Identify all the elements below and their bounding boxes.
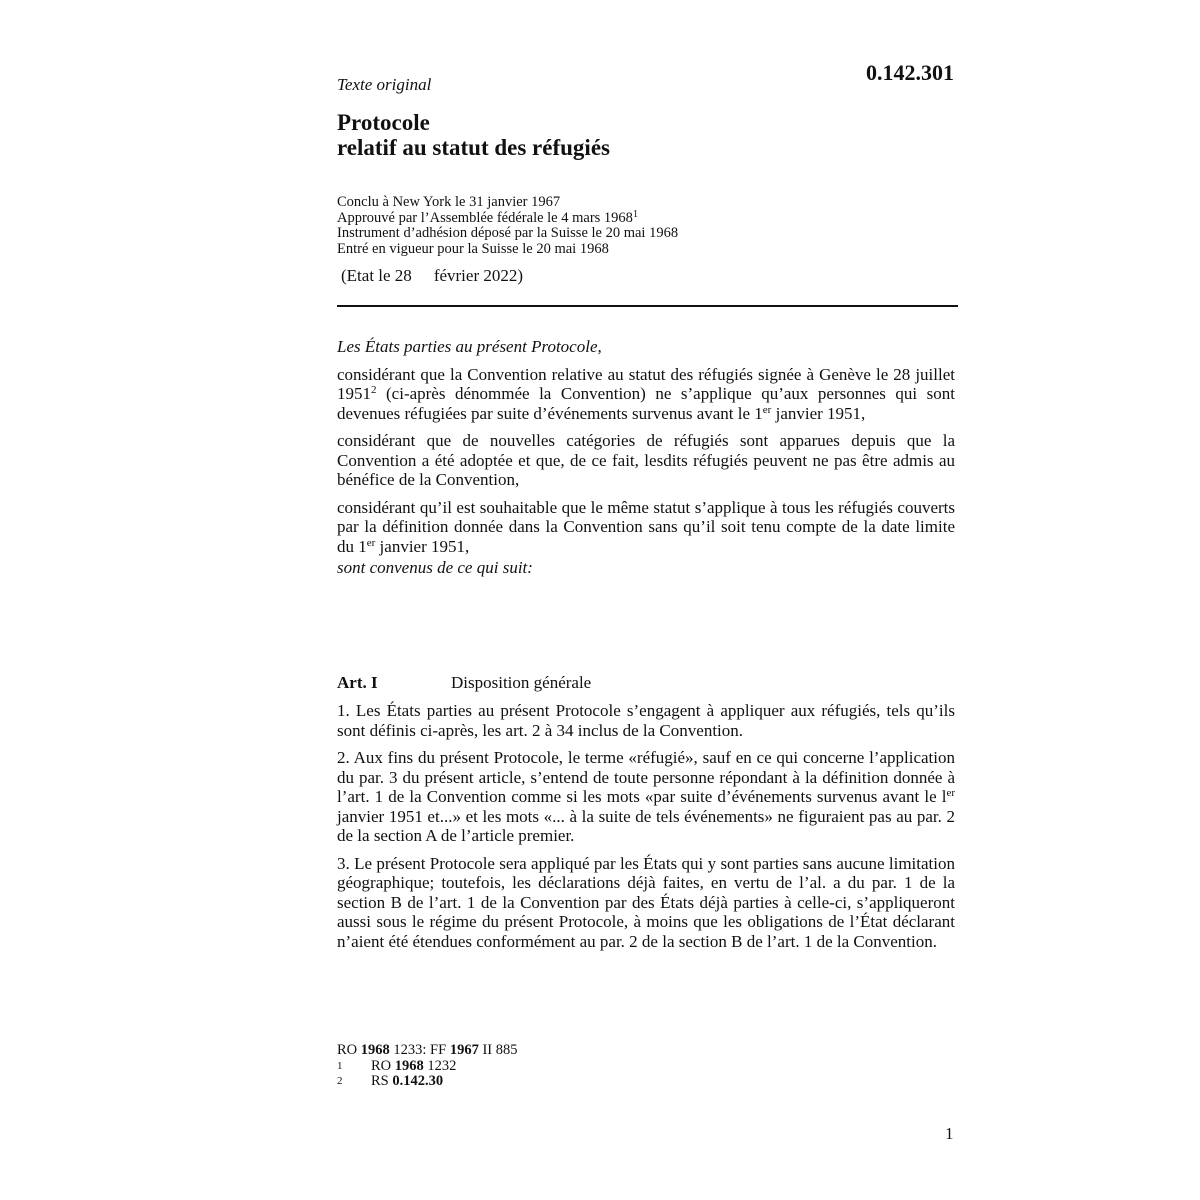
preamble-closing: sont convenus de ce qui suit: (337, 558, 533, 577)
status-date (341, 266, 523, 286)
preamble-intro: Les États parties au présent Protocole, (337, 337, 602, 356)
meta-concluded: Conclu à New York le 31 janvier 1967 (337, 194, 561, 210)
article-1-paragraph-1: 1. Les États parties au présent Protocole s’engagent à appliquer aux réfugiés, tels qu’ils sont définis ci-après, les art. 2 à 34 inclus de la Convention. (337, 701, 955, 740)
footnote-source (337, 1043, 518, 1059)
page-number: 1 (945, 1124, 954, 1143)
preamble-p1-a: considérant que la Convention relative au statut des réfugiés signée à Genève le 28 juillet 1951 (337, 364, 955, 403)
fn1-prefix: RO (371, 1057, 395, 1074)
article-1-body (337, 701, 955, 959)
fn1-year: 1968 (394, 1057, 424, 1074)
footnote-ref-1: 1 (632, 208, 638, 220)
preamble-paragraph-3 (337, 498, 955, 557)
title-line-2: relatif au statut des réfugiés (337, 135, 610, 160)
preamble-paragraph-1 (337, 365, 955, 424)
fn1-rest: 1232 (423, 1057, 457, 1074)
footnote-2-number: 2 (337, 1075, 343, 1087)
fn-ff-rest: II 885 (478, 1042, 518, 1058)
fn-ro-prefix: RO (337, 1042, 361, 1058)
preamble-p3-a: considérant qu’il est souhaitable que le même statut s’applique à tous les réfugiés couverts par la définition donnée dans la Convention sans qu’il soit tenu compte de la date limite du 1 (337, 497, 955, 556)
footnotes (337, 1043, 518, 1090)
status-date-b: février 2022) (433, 266, 524, 285)
preamble-p3-b: janvier 1951, (375, 536, 470, 556)
preamble-p1-c: janvier 1951, (771, 403, 866, 423)
document-metadata (337, 195, 678, 257)
article-1-p2-sup: er (946, 787, 955, 799)
footnote-1-number: 1 (337, 1059, 343, 1072)
article-1-paragraph-2 (337, 748, 955, 846)
footnote-2-text (371, 1074, 443, 1090)
preamble-paragraph-2: considérant que de nouvelles catégories de réfugiés sont apparues depuis que la Convention a été adoptée et que, de ce fait, lesdits réfugiés peuvent ne pas être admis au bénéfice de la Convention, (337, 431, 955, 489)
article-1-paragraph-3: 3. Le présent Protocole sera appliqué par les États qui y sont parties sans aucune limitation géographique; toutefois, les déclarations déjà faites, en vertu de l’al. a du par. 1 de la section B de l’art. 1 de la Convention par des États déjà parties à celle-ci, s’appliqueront aussi sous le régime du présent Protocole, à moins que les obligations de l’État déclarant n’aient été étendues conformément au par. 2 de la section B de l’art. 1 de la Convention. (337, 853, 955, 951)
fn2-prefix: RS (371, 1073, 393, 1089)
preamble-p3-sup: er (366, 536, 376, 549)
meta-instrument: Instrument d’adhésion déposé par la Suisse le 20 mai 1968 (337, 225, 679, 241)
footnote-ref-2: 2 (371, 384, 377, 396)
fn-ff-year: 1967 (449, 1042, 479, 1058)
header-divider (337, 305, 958, 307)
fn-ro-year: 1968 (360, 1042, 390, 1058)
article-1-p2-b: janvier 1951 et...» et les mots «... à la suite de tels événements» ne figuraient pas au par. 2 de la section A de l’article premier. (337, 806, 955, 845)
article-number: Art. I (337, 673, 378, 692)
preamble-p1-sup: er (762, 403, 772, 416)
status-date-a: (Etat le 28 (341, 266, 412, 285)
meta-in-force: Entré en vigueur pour la Suisse le 20 mai 1968 (337, 240, 609, 257)
fn2-bold: 0.142.30 (392, 1073, 444, 1089)
sr-number: 0.142.301 (866, 60, 954, 85)
texte-original-label: Texte original (337, 75, 432, 94)
preamble (337, 337, 955, 586)
article-1-p2-a: 2. Aux fins du présent Protocole, le terme «réfugié», sauf en ce qui concerne l’application du par. 3 du présent article, s’entend de toute personne répondant à la définition donnée à l’art. 1 de la Convention comme si les mots «par suite d’événements survenus avant le l (337, 748, 955, 806)
document-title (337, 110, 610, 160)
meta-approved-text: Approuvé par l’Assemblée fédérale le 4 mars 1968 (337, 209, 633, 226)
article-title: Disposition générale (451, 673, 592, 692)
title-line-1: Protocole (337, 110, 430, 135)
footnote-2 (337, 1074, 518, 1090)
article-1-heading (337, 673, 955, 693)
fn-ro-mid: 1233: FF (389, 1042, 450, 1058)
footnote-1 (337, 1059, 518, 1075)
meta-approved (337, 208, 678, 227)
preamble-p1-b: (ci-après dénommée la Convention) ne s’applique qu’aux personnes qui sont devenues réfugiées par suite d’événements survenus avant le 1 (337, 384, 955, 423)
footnote-1-text (371, 1059, 456, 1075)
